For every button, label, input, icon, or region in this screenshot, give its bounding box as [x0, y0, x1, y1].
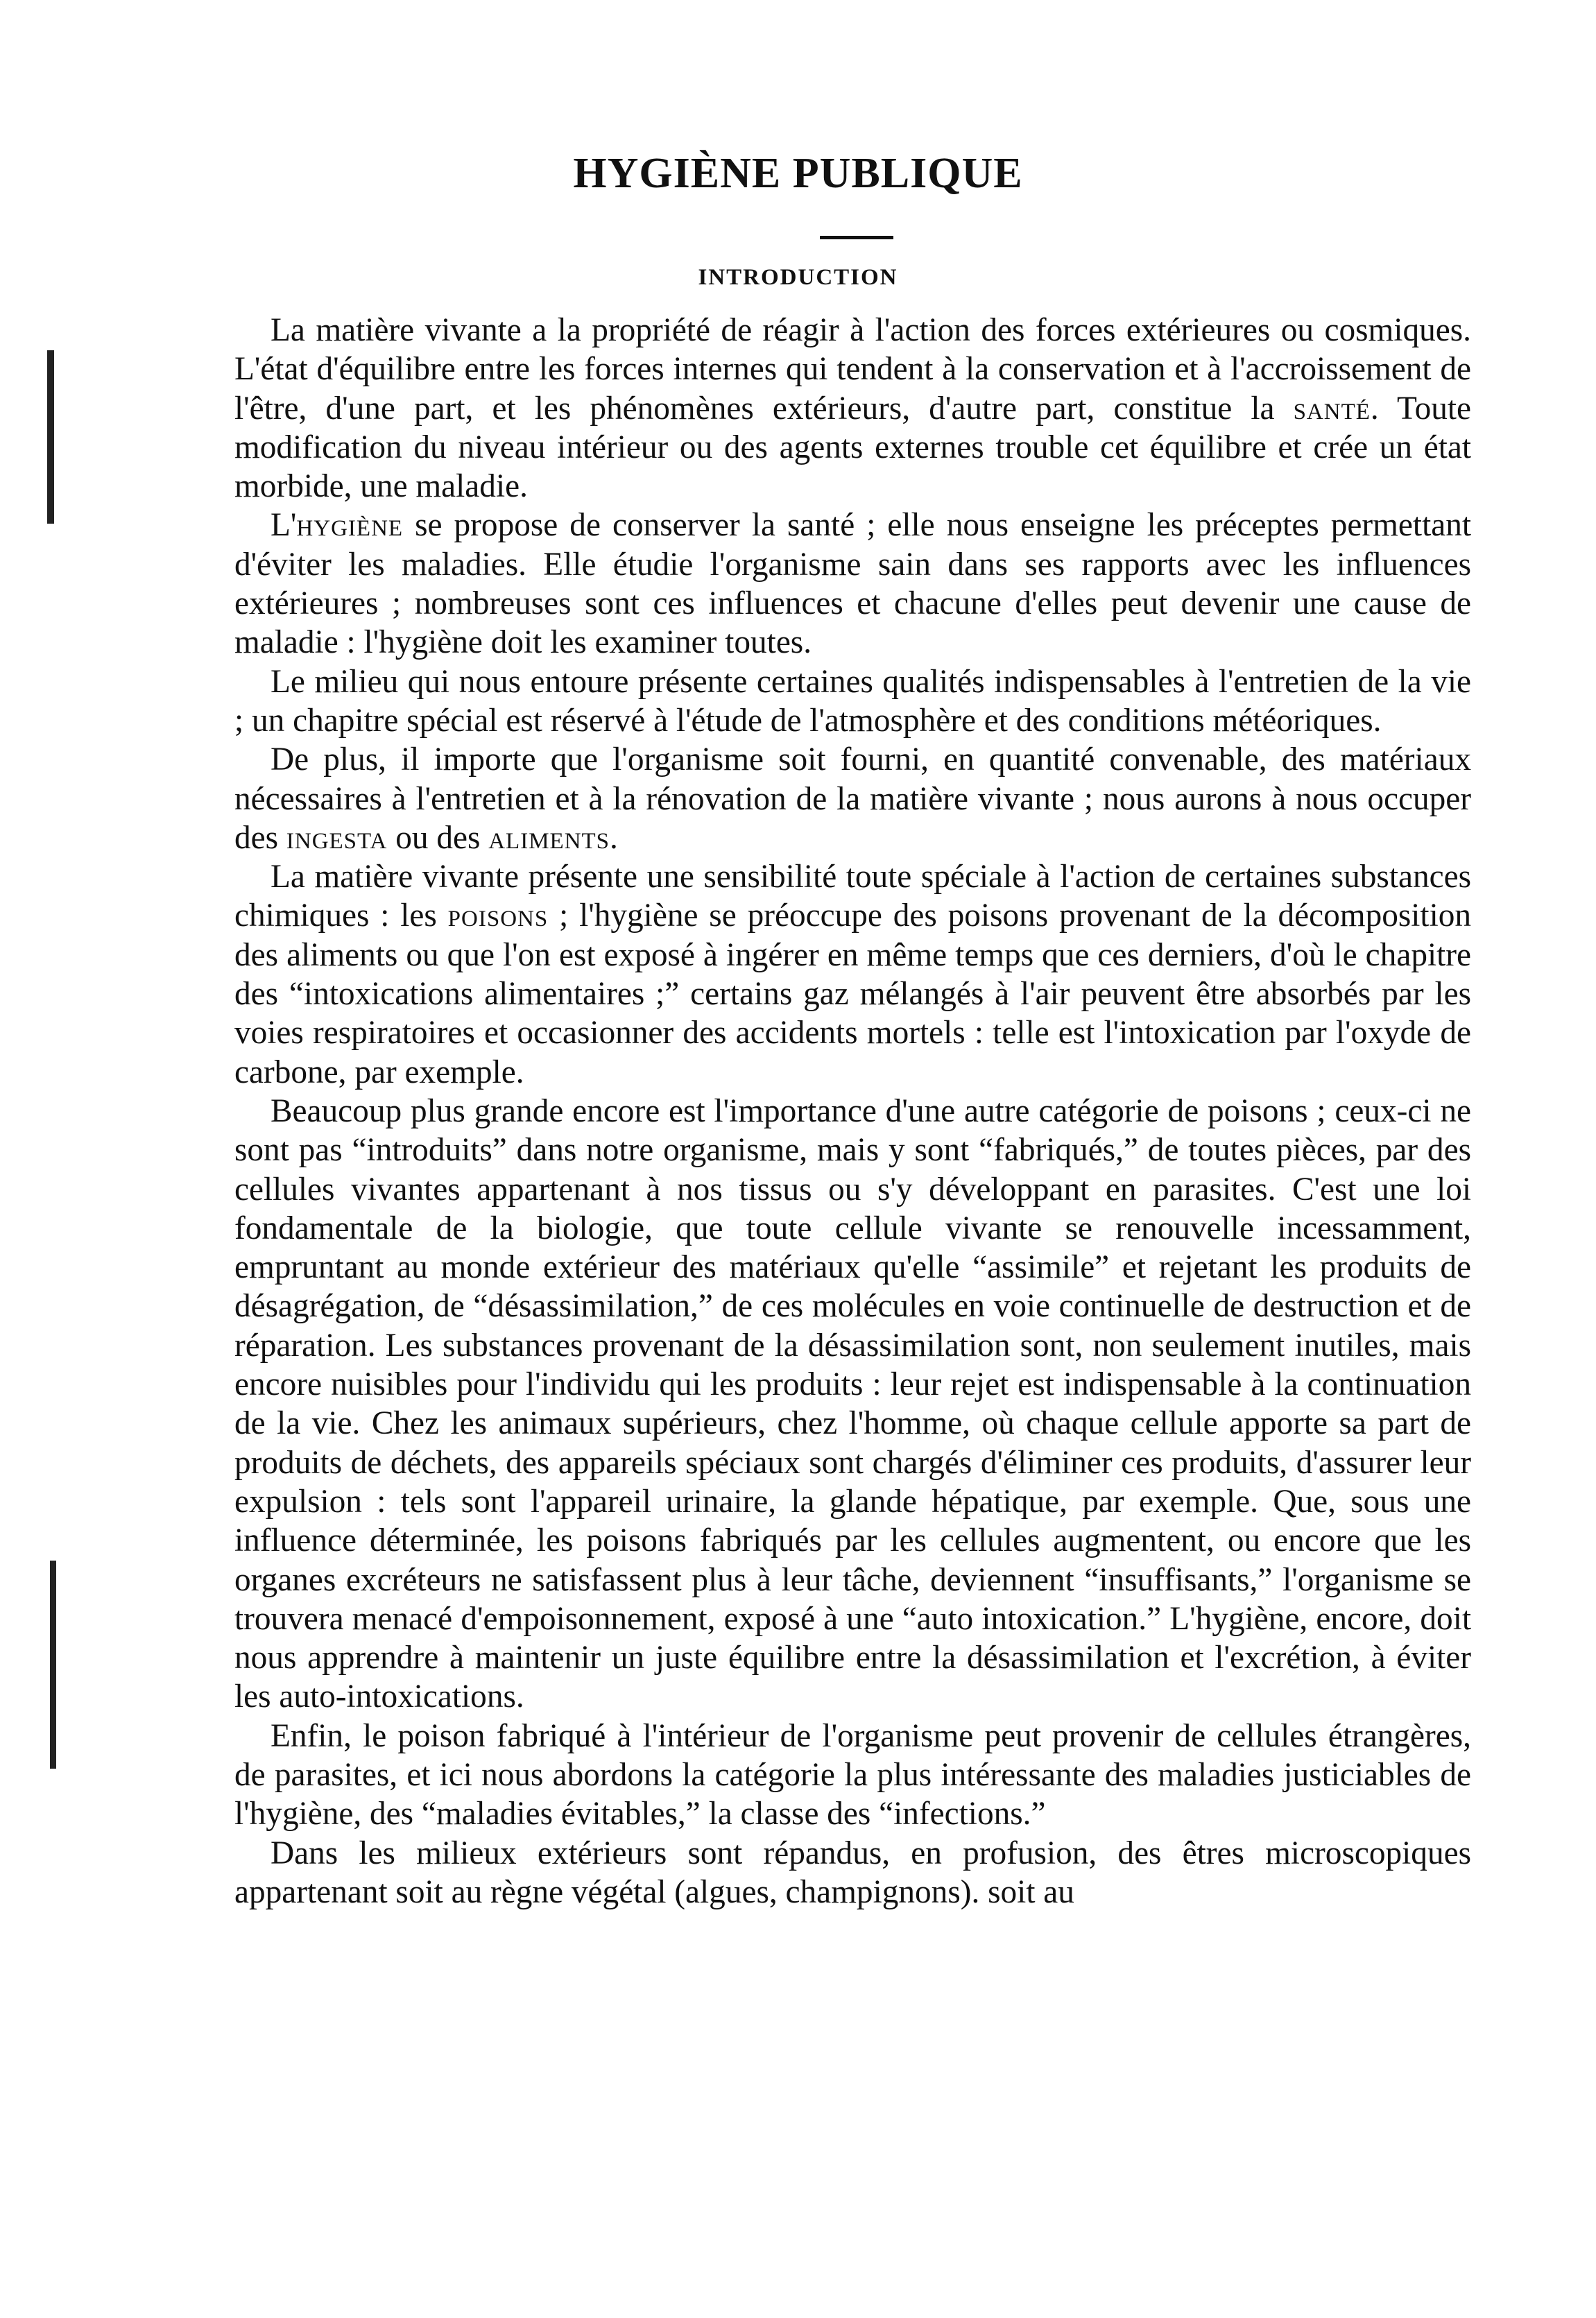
term-sante: santé: [1293, 390, 1371, 427]
paragraph-1: La matière vivante a la propriété de réagir à l'action des forces extérieures ou cosmiques. L'état d'équilibre entre les forces internes qui tendent à la conservation et à l'accroissement de l'être, d'une part, et les phénomènes extérieurs, d'autre part, constitue la santé. Toute modification du niveau intérieur ou des agents externes trouble cet équilibre et crée un état morbide, une maladie.: [234, 312, 1472, 505]
paragraph-6: Beaucoup plus grande encore est l'importance d'une autre catégorie de poisons ; ceux-ci ne sont pas “introduits” dans notre organisme, mais y sont “fabriqués,” de toutes pièces, par des cellules vivantes appartenant à nos tissus ou s'y développant en parasites. C'est une loi fondamentale de la biologie, que toute cellule vivante se renouvelle incessamment, empruntant au monde extérieur des matériaux qu'elle “assimile” et rejetant les produits de désagrégation, de “désassimilation,” de ces molécules en voie continuelle de destruction et de réparation. Les substances provenant de la désassimilation sont, non seulement inutiles, mais encore nuisibles pour l'individu qui les produits : leur rejet est indispensable à la continuation de la vie. Chez les animaux supérieurs, chez l'homme, où chaque cellule apporte sa part de produits de déchets, des appareils spéciaux sont chargés d'éliminer ces produits, d'assurer leur expulsion : tels sont l'appareil urinaire, la glande hépatique, par exemple. Que, sous une influence déterminée, les poisons fabriqués par les cellules augmentent, ou encore que les organes excréteurs ne satisfassent plus à leur tâche, deviennent “insuffisants,” l'organisme se trouvera menacé d'empoisonnement, exposé à une “auto intoxication.” L'hygiène, encore, doit nous apprendre à maintenir un juste équilibre entre la désassimilation et l'excrétion, à éviter les auto-intoxications.: [234, 1092, 1471, 1715]
term-aliments: aliments: [488, 819, 610, 856]
body-text: [234, 311, 1471, 1912]
paragraph-5: La matière vivante présente une sensibilité toute spéciale à l'action de certaines substances chimiques : les poisons ; l'hygiène se préoccupe des poisons provenant de la décomposition des aliments ou que l'on est exposé à ingérer en même temps que ces derniers, d'où le chapitre des “intoxications alimentaires ;” certains gaz mélangés à l'air peuvent être absorbés par les voies respiratoires et occasionner des accidents mortels : telle est l'intoxication par l'oxyde de carbone, par exemple.: [234, 859, 1471, 1090]
term-poisons: poisons: [447, 898, 549, 934]
term-hygiene: hygiène: [296, 507, 404, 544]
paragraph-2: L'hygiène se propose de conserver la santé ; elle nous enseigne les préceptes permettant d'éviter les maladies. Elle étudie l'organisme sain dans ses rapports avec les influences extérieures ; nombreuses sont ces influences et chacune d'elles peut devenir une cause de maladie : l'hygiène doit les examiner toutes.: [234, 507, 1471, 661]
paragraph-3: Le milieu qui nous entoure présente certaines qualités indispensables à l'entretien de la vie ; un chapitre spécial est réservé à l'étude de l'atmosphère et des conditions météoriques.: [234, 663, 1471, 739]
section-heading: INTRODUCTION: [698, 265, 898, 290]
paragraph-4: De plus, il importe que l'organisme soit fourni, en quantité convenable, des matériaux nécessaires à l'entretien et à la rénovation de la matière vivante ; nous aurons à nous occuper des ingesta ou des aliments.: [234, 741, 1471, 856]
term-ingesta: ingesta: [286, 819, 388, 856]
margin-mark-bottom: [50, 1561, 56, 1769]
margin-mark-top: [47, 350, 54, 524]
page-title: HYGIÈNE PUBLIQUE: [573, 150, 1023, 197]
title-rule: [820, 236, 893, 239]
paragraph-8: Dans les milieux extérieurs sont répandus, en profusion, des êtres microscopiques appartenant soit au règne végétal (algues, champignons). soit au: [234, 1835, 1471, 1910]
paragraph-7: Enfin, le poison fabriqué à l'intérieur de l'organisme peut provenir de cellules étrangères, de parasites, et ici nous abordons la catégorie la plus intéressante des maladies justiciables de l'hygiène, des “maladies évitables,” la classe des “infections.”: [234, 1717, 1471, 1832]
